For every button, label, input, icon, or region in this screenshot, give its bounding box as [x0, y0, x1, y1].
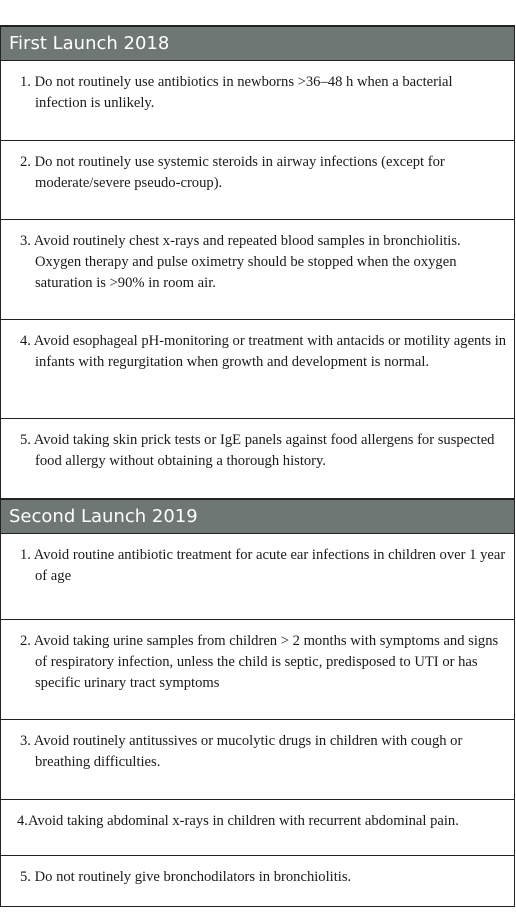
- table-row: 5. Avoid taking skin prick tests or IgE panels against food allergens for suspected food allergy without obtaining a thorough history.: [0, 418, 515, 498]
- table-row: 2. Avoid taking urine samples from children > 2 months with symptoms and signs of respiratory infection, unless the child is septic, predisposed to UTI or has specific urinary tract symptoms: [0, 619, 515, 719]
- table-row: 1. Do not routinely use antibiotics in newborns >36–48 h when a bacterial infection is unlikely.: [0, 60, 515, 140]
- table-row: 4. Avoid esophageal pH-monitoring or treatment with antacids or motility agents in infants with regurgitation when growth and development is normal.: [0, 319, 515, 418]
- table-row: 3. Avoid routinely chest x-rays and repeated blood samples in bronchiolitis. Oxygen therapy and pulse oximetry should be stopped when the oxygen saturation is >90% in room air.: [0, 219, 515, 319]
- section-header-second-launch: Second Launch 2019: [0, 498, 515, 533]
- table-row: 3. Avoid routinely antitussives or mucolytic drugs in children with cough or breathing difficulties.: [0, 719, 515, 799]
- table-row: 4.Avoid taking abdominal x-rays in children with recurrent abdominal pain.: [0, 799, 515, 855]
- section-header-first-launch: First Launch 2018: [0, 25, 515, 60]
- table-row: 5. Do not routinely give bronchodilators in bronchiolitis.: [0, 855, 515, 907]
- recommendations-table: [0, 25, 515, 907]
- table-row: 2. Do not routinely use systemic steroids in airway infections (except for moderate/severe pseudo-croup).: [0, 140, 515, 219]
- table-row: 1. Avoid routine antibiotic treatment for acute ear infections in children over 1 year of age: [0, 533, 515, 619]
